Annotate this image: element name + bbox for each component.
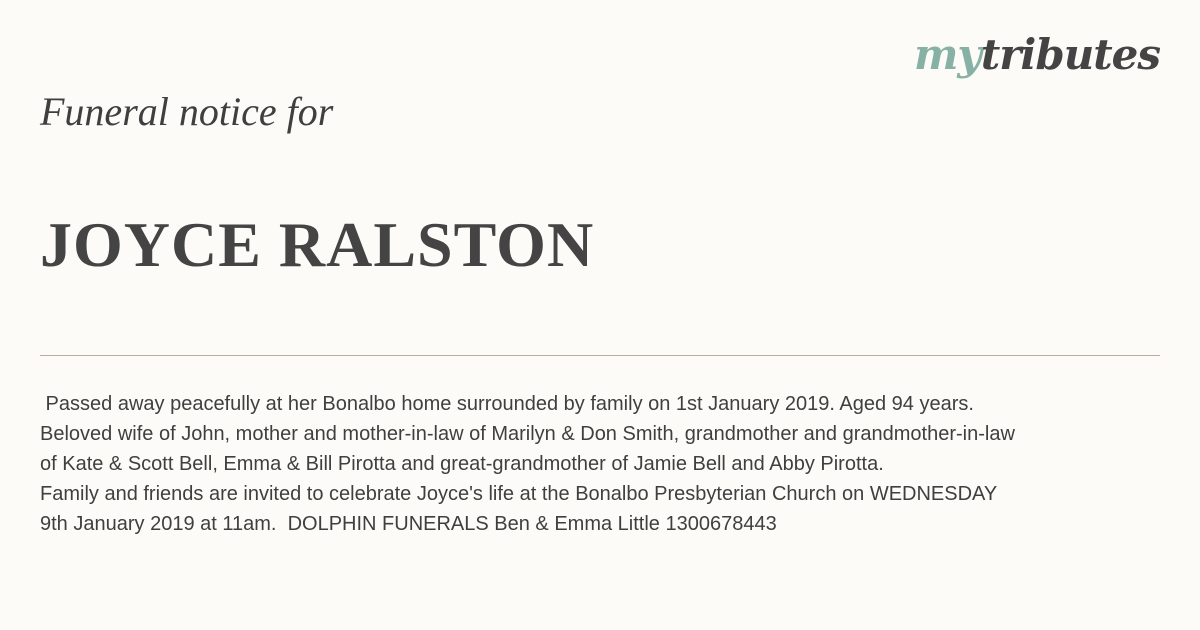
notice-line: of Kate & Scott Bell, Emma & Bill Pirotta and great-grandmother of Jamie Bell and Abby Pirotta. — [40, 453, 884, 475]
logo-suffix: tributes — [980, 30, 1160, 79]
section-divider — [40, 355, 1160, 356]
notice-kicker: Funeral notice for — [40, 89, 334, 134]
deceased-name: JOYCE RALSTON — [40, 209, 595, 280]
notice-line: Family and friends are invited to celebrate Joyce's life at the Bonalbo Presbyterian Church on WEDNESDAY — [40, 483, 998, 505]
notice-line: Passed away peacefully at her Bonalbo home surrounded by family on 1st January 2019. Aged 94 years. — [40, 393, 974, 415]
notice-line: Beloved wife of John, mother and mother-in-law of Marilyn & Don Smith, grandmother and grandmother-in-law — [40, 423, 1015, 445]
notice-line: 9th January 2019 at 11am. DOLPHIN FUNERALS Ben & Emma Little 1300678443 — [40, 513, 777, 535]
logo-prefix: my — [913, 30, 981, 79]
funeral-notice-text — [40, 389, 1165, 539]
mytributes-logo[interactable] — [913, 30, 1160, 79]
